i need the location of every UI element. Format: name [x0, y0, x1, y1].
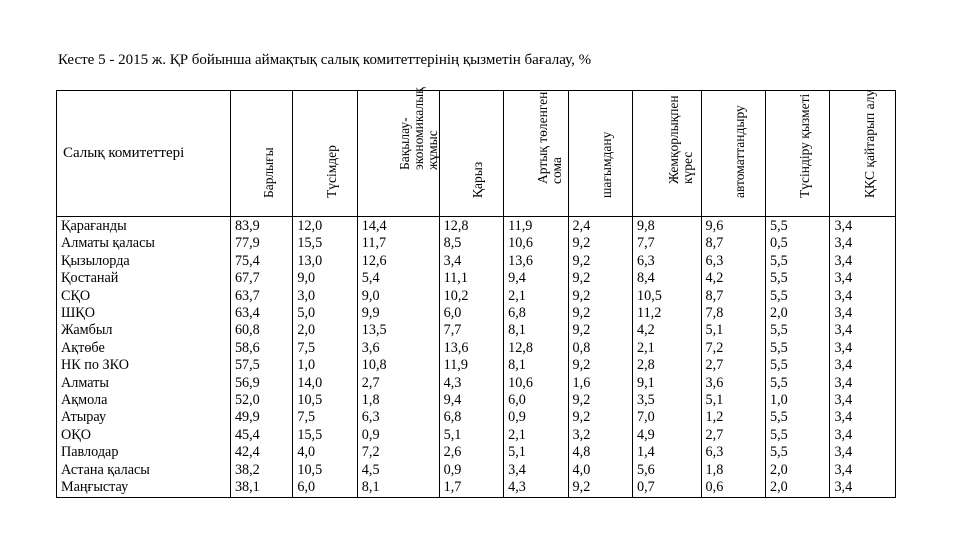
committee-name: Ақмола [61, 392, 108, 409]
table-cell-value: 7,7 [637, 235, 655, 252]
table-cell-value: 6,3 [705, 444, 724, 461]
table-cell-value: 8,5 [443, 235, 462, 252]
table-cell-value: 3,4 [834, 426, 853, 443]
table-cell-value: 58,6 [234, 339, 260, 356]
table-cell-value: 0,5 [770, 235, 788, 252]
table-cell-value: 1,7 [443, 479, 462, 496]
table-cell-value: 7,8 [705, 305, 724, 322]
header-vat-refund [830, 91, 896, 217]
table-cell-value: 1,8 [705, 461, 724, 478]
table-cell-value: 5,5 [770, 218, 788, 234]
table-cell-value: 12,8 [508, 339, 533, 356]
table-cell-value: 4,3 [443, 374, 462, 391]
table-cell-value: 2,0 [770, 305, 788, 322]
table-cell-value: 5,5 [770, 339, 788, 356]
table-cell-value: 9,9 [361, 305, 380, 322]
table-cell-value: 3,4 [834, 374, 853, 391]
table-cell-value: 4,0 [572, 461, 591, 478]
table-cell-value: 56,9 [234, 374, 260, 391]
table-cell-value: 2,7 [705, 357, 724, 374]
table-cell-value: 9,2 [572, 409, 591, 426]
table-cell-value: 11,1 [443, 270, 468, 287]
table-cell-value: 6,3 [705, 252, 724, 269]
table-cell-value: 5,0 [297, 305, 316, 322]
table-cell-value: 9,8 [637, 218, 655, 234]
table-cell-value: 63,4 [234, 305, 260, 322]
table-cell-value: 5,5 [770, 322, 788, 339]
table-cell-value: 10,8 [361, 357, 387, 374]
table-cell-value: 38,2 [234, 461, 260, 478]
table-cell-value: 5,1 [705, 322, 724, 339]
table-cell-value: 6,0 [297, 479, 316, 496]
table-cell-value: 7,0 [637, 409, 655, 426]
table-cell-value: 7,7 [443, 322, 462, 339]
table-cell-value: 8,4 [637, 270, 655, 287]
table-cell-value: 3,6 [705, 374, 724, 391]
table-cell-value: 11,9 [443, 357, 468, 374]
header-total [230, 91, 292, 217]
table-cell-value: 1,0 [770, 392, 788, 409]
table-cell-value: 77,9 [234, 235, 260, 252]
table-cell-value: 10,2 [443, 287, 469, 304]
table-cell-value: 3,4 [834, 339, 853, 356]
table-cell-value: 4,3 [508, 479, 526, 496]
table-cell-value: 3,4 [834, 479, 853, 496]
table-cell-value: 8,7 [705, 287, 724, 304]
header-label: Түсімдер [324, 145, 340, 198]
table-caption: Кесте 5 - 2015 ж. ҚР бойынша аймақтық салық комитеттерінің қызметін бағалау, % [58, 52, 592, 68]
header-label: автоматтандыру [732, 105, 748, 198]
header-explanation [766, 91, 830, 217]
table-cell-value: 12,8 [443, 218, 469, 234]
table-cell-value: 4,9 [637, 426, 655, 443]
table-cell-value: 3,2 [572, 426, 591, 443]
table-cell-value: 0,9 [443, 461, 462, 478]
table-cell-value: 0,7 [637, 479, 655, 496]
table-cell-value: 5,5 [770, 409, 788, 426]
table-cell-value: 45,4 [234, 426, 260, 443]
receipts-column [293, 217, 357, 498]
table-cell-value: 5,1 [443, 426, 462, 443]
table-cell-value: 75,4 [234, 252, 260, 269]
table-cell-value: 3,4 [834, 322, 853, 339]
table-cell-value: 5,6 [637, 461, 655, 478]
table-cell-value: 5,4 [361, 270, 380, 287]
header-label: Барлығы [260, 147, 276, 198]
table-cell-value: 5,1 [508, 444, 526, 461]
table-cell-value: 4,2 [637, 322, 655, 339]
table-cell-value: 3,4 [508, 461, 526, 478]
header-label: ҚҚС қайтарып алу [861, 89, 877, 198]
table-cell-value: 13,0 [297, 252, 323, 269]
table-cell-value: 4,5 [361, 461, 380, 478]
table-cell-value: 13,6 [443, 339, 469, 356]
control-work-column [357, 217, 439, 498]
table-cell-value: 9,2 [572, 305, 591, 322]
table-cell-value: 6,3 [637, 252, 655, 269]
table-cell-value: 11,9 [508, 218, 533, 234]
table-cell-value: 9,0 [361, 287, 380, 304]
table-cell-value: 6,8 [508, 305, 526, 322]
table-cell-value: 9,2 [572, 322, 591, 339]
table-cell-value: 9,1 [637, 374, 655, 391]
table-cell-value: 7,5 [297, 409, 316, 426]
table-cell-value: 1,2 [705, 409, 724, 426]
table-cell-value: 9,2 [572, 270, 591, 287]
table-cell-value: 0,9 [508, 409, 526, 426]
committee-name: Маңғыстау [61, 479, 129, 496]
table-cell-value: 0,6 [705, 479, 724, 496]
table-cell-value: 9,2 [572, 357, 591, 374]
automation-column [701, 217, 765, 498]
table-cell-value: 3,6 [361, 339, 380, 356]
table-cell-value: 2,0 [297, 322, 316, 339]
header-label: Артық төленген сома [534, 91, 564, 184]
table-cell-value: 12,0 [297, 218, 323, 234]
table-cell-value: 8,1 [508, 357, 526, 374]
appeals-column [568, 217, 632, 498]
table-cell-value: 14,4 [361, 218, 387, 234]
table-cell-value: 2,4 [572, 218, 591, 234]
table-cell-value: 2,1 [508, 287, 526, 304]
table-cell-value: 3,4 [834, 444, 853, 461]
table-cell-value: 8,1 [508, 322, 526, 339]
table-cell-value: 6,3 [361, 409, 380, 426]
anticorruption-column [633, 217, 702, 498]
table-cell-value: 9,4 [443, 392, 462, 409]
explanation-column [766, 217, 830, 498]
header-label: Қарыз [470, 161, 486, 198]
committee-name: Қостанай [61, 270, 119, 287]
table-cell-value: 5,5 [770, 270, 788, 287]
header-label: Түсіндіру қызметі [796, 93, 812, 198]
table-cell-value: 2,6 [443, 444, 462, 461]
table-cell-value: 60,8 [234, 322, 260, 339]
table-cell-value: 2,0 [770, 479, 788, 496]
table-cell-value: 5,5 [770, 287, 788, 304]
data-row [57, 217, 896, 498]
table-cell-value: 9,2 [572, 287, 591, 304]
table-cell-value: 5,5 [770, 444, 788, 461]
table-cell-value: 8,1 [361, 479, 380, 496]
table-cell-value: 10,5 [297, 461, 323, 478]
committee-name: Алматы [61, 374, 109, 391]
table-cell-value: 0,8 [572, 339, 591, 356]
table-cell-value: 8,7 [705, 235, 724, 252]
header-row [57, 91, 896, 217]
header-label: Бақылау-экономикалық жұмыс [397, 87, 441, 170]
committee-name: ШҚО [61, 305, 96, 322]
committee-name: Жамбыл [61, 322, 113, 339]
header-overpaid [504, 91, 568, 217]
table-cell-value: 15,5 [297, 235, 323, 252]
table-cell-value: 1,6 [572, 374, 591, 391]
table-cell-value: 5,5 [770, 426, 788, 443]
table-cell-value: 67,7 [234, 270, 260, 287]
committee-name: Қызылорда [61, 252, 130, 269]
table-cell-value: 3,0 [297, 287, 316, 304]
header-debt [439, 91, 503, 217]
table-cell-value: 4,8 [572, 444, 591, 461]
table-cell-value: 11,7 [361, 235, 387, 252]
committee-name: Астана қаласы [61, 461, 150, 478]
table-cell-value: 10,6 [508, 235, 533, 252]
table-cell-value: 3,4 [443, 252, 462, 269]
table-cell-value: 83,9 [234, 218, 260, 234]
header-appeals [568, 91, 632, 217]
committee-name: СҚО [61, 287, 91, 304]
table-cell-value: 11,2 [637, 305, 662, 322]
table-cell-value: 15,5 [297, 426, 323, 443]
table-cell-value: 3,4 [834, 409, 853, 426]
table-cell-value: 10,5 [297, 392, 323, 409]
committee-name: НК по ЗКО [61, 357, 129, 374]
table-cell-value: 3,4 [834, 287, 853, 304]
table-cell-value: 2,8 [637, 357, 655, 374]
table-cell-value: 9,2 [572, 252, 591, 269]
overpaid-column [504, 217, 568, 498]
table-cell-value: 3,4 [834, 218, 853, 234]
table-cell-value: 7,5 [297, 339, 316, 356]
table-cell-value: 5,1 [705, 392, 724, 409]
table-cell-value: 1,4 [637, 444, 655, 461]
table-cell-value: 6,0 [443, 305, 462, 322]
table-cell-value: 10,5 [637, 287, 662, 304]
committee-name: Атырау [61, 409, 107, 426]
committee-name: Қарағанды [61, 218, 127, 234]
header-label: Жемқорлықпен күрес [665, 95, 695, 184]
table-cell-value: 49,9 [234, 409, 260, 426]
header-control-work [357, 87, 441, 217]
table-cell-value: 2,7 [361, 374, 380, 391]
table-cell-value: 9,4 [508, 270, 526, 287]
debt-column [439, 217, 503, 498]
table-cell-value: 3,4 [834, 461, 853, 478]
table-cell-value: 7,2 [705, 339, 724, 356]
table-cell-value: 1,0 [297, 357, 316, 374]
table-cell-value: 9,2 [572, 235, 591, 252]
table-cell-value: 5,5 [770, 357, 788, 374]
table-cell-value: 13,6 [508, 252, 533, 269]
table-cell-value: 3,4 [834, 252, 853, 269]
committee-name: Павлодар [61, 444, 119, 461]
header-receipts [293, 91, 357, 217]
table-cell-value: 5,5 [770, 374, 788, 391]
table-cell-value: 5,5 [770, 252, 788, 269]
committee-name: Алматы қаласы [61, 235, 155, 252]
table-cell-value: 14,0 [297, 374, 323, 391]
tax-committee-table [56, 87, 896, 498]
table-cell-value: 0,9 [361, 426, 380, 443]
table-cell-value: 3,4 [834, 235, 853, 252]
table-cell-value: 2,1 [508, 426, 526, 443]
header-anticorruption [633, 91, 702, 217]
table-cell-value: 6,8 [443, 409, 462, 426]
table-cell-value: 52,0 [234, 392, 260, 409]
table-cell-value: 42,4 [234, 444, 260, 461]
table-cell-value: 12,6 [361, 252, 387, 269]
table-cell-value: 3,5 [637, 392, 655, 409]
committee-name: ОҚО [61, 426, 91, 443]
table-cell-value: 2,0 [770, 461, 788, 478]
table-cell-value: 3,4 [834, 270, 853, 287]
table-cell-value: 7,2 [361, 444, 380, 461]
committee-names-column [57, 217, 231, 498]
table-cell-value: 9,0 [297, 270, 316, 287]
table-cell-value: 9,6 [705, 218, 724, 234]
table-cell-value: 9,2 [572, 392, 591, 409]
vat-refund-column [830, 217, 896, 498]
table-cell-value: 10,6 [508, 374, 533, 391]
committee-name: Ақтөбе [61, 339, 105, 356]
table-cell-value: 3,4 [834, 305, 853, 322]
table-cell-value: 6,0 [508, 392, 526, 409]
table-cell-value: 2,7 [705, 426, 724, 443]
table-cell-value: 4,2 [705, 270, 724, 287]
total-column [230, 217, 292, 498]
table-cell-value: 13,5 [361, 322, 387, 339]
header-automation [701, 91, 765, 217]
table-cell-value: 63,7 [234, 287, 260, 304]
table-cell-value: 2,1 [637, 339, 655, 356]
table-cell-value: 3,4 [834, 392, 853, 409]
header-committees: Салық комитеттері [57, 91, 231, 217]
table-cell-value: 3,4 [834, 357, 853, 374]
table-cell-value: 38,1 [234, 479, 260, 496]
table-cell-value: 9,2 [572, 479, 591, 496]
table-cell-value: 57,5 [234, 357, 260, 374]
header-label: шағымдану [599, 131, 615, 198]
table-cell-value: 1,8 [361, 392, 380, 409]
table-cell-value: 4,0 [297, 444, 316, 461]
